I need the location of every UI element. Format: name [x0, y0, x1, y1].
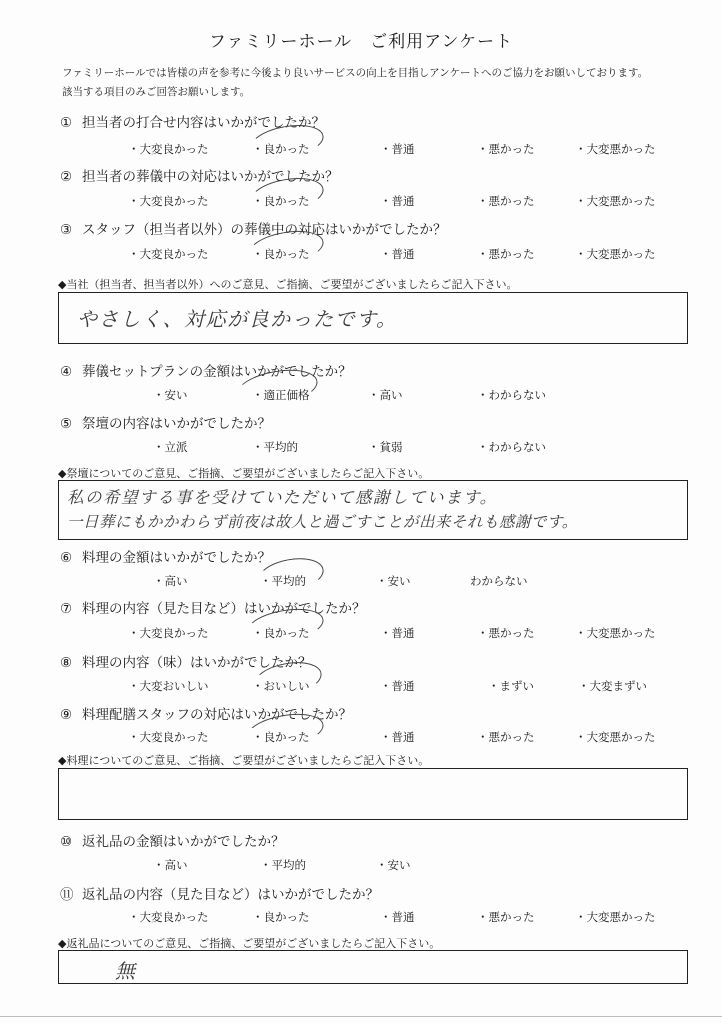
q4-option-unknown[interactable]: ・わからない	[477, 388, 546, 402]
q3-option-very-bad[interactable]: ・大変悪かった	[575, 247, 656, 261]
q6-option-cheap[interactable]: ・安い	[376, 574, 411, 588]
question-5: ⑤ 祭壇の内容はいかがでしたか？	[60, 416, 271, 432]
intro-line-2: 該当する項目のみご回答お願いします。	[62, 86, 251, 98]
q8-option-tasty[interactable]: ・おいしい	[252, 679, 310, 693]
q6-option-expensive[interactable]: ・高い	[153, 574, 188, 588]
q10-option-average[interactable]: ・平均的	[260, 858, 306, 872]
q6-option-unknown[interactable]: わからない	[470, 574, 528, 588]
q7-option-bad[interactable]: ・悪かった	[477, 626, 535, 640]
q8-option-bad-taste[interactable]: ・まずい	[488, 679, 534, 693]
q2-option-good[interactable]: ・良かった	[252, 194, 310, 208]
q10-option-cheap[interactable]: ・安い	[376, 858, 411, 872]
comment-answer-altar-line-2: 一日葬にもかかわらず前夜は故人と過ごすことが出来それも感謝です。	[67, 513, 578, 531]
comment-answer-altar-line-1: 私の希望する事を受けていただいて感謝しています。	[67, 488, 498, 507]
q7-option-very-good[interactable]: ・大変良かった	[128, 626, 209, 640]
question-7: ⑦ 料理の内容（見た目など）はいかがでしたか？	[60, 601, 366, 617]
q7-option-very-bad[interactable]: ・大変悪かった	[575, 626, 656, 640]
question-4: ④ 葬儀セットプランの金額はいかがでしたか？	[60, 364, 352, 380]
q9-option-bad[interactable]: ・悪かった	[477, 730, 535, 744]
q3-option-very-good[interactable]: ・大変良かった	[128, 247, 209, 261]
q11-option-very-bad[interactable]: ・大変悪かった	[575, 910, 656, 924]
intro-line-1: ファミリーホールでは皆様の声を参考に今後より良いサービスの向上を目指しアンケートへのご協力をお願いしております。	[62, 67, 649, 79]
survey-title: ファミリーホール ご利用アンケート	[208, 32, 514, 52]
q1-option-normal[interactable]: ・普通	[380, 142, 415, 156]
comment-box-food[interactable]	[58, 768, 688, 820]
comment-label-staff: ◆当社（担当者、担当者以外）へのご意見、ご指摘、ご要望がございましたらご記入下さい。	[58, 278, 518, 291]
q11-option-bad[interactable]: ・悪かった	[477, 910, 535, 924]
comment-box-staff[interactable]	[58, 292, 688, 344]
q11-option-very-good[interactable]: ・大変良かった	[128, 910, 209, 924]
comment-box-gift[interactable]	[58, 950, 688, 984]
q9-option-normal[interactable]: ・普通	[380, 730, 415, 744]
q9-option-very-bad[interactable]: ・大変悪かった	[575, 730, 656, 744]
q1-option-very-bad[interactable]: ・大変悪かった	[575, 142, 656, 156]
question-10: ⑩ 返礼品の金額はいかがでしたか？	[60, 834, 285, 850]
question-2: ② 担当者の葬儀中の対応はいかがでしたか？	[60, 169, 339, 185]
q4-option-cheap[interactable]: ・安い	[153, 388, 188, 402]
question-9: ⑨ 料理配膳スタッフの対応はいかがでしたか？	[60, 707, 352, 723]
question-1: ① 担当者の打合せ内容はいかがでしたか？	[60, 115, 325, 131]
q4-option-expensive[interactable]: ・高い	[368, 388, 403, 402]
q3-option-bad[interactable]: ・悪かった	[477, 247, 535, 261]
q9-option-very-good[interactable]: ・大変良かった	[128, 730, 209, 744]
question-3: ③ スタッフ（担当者以外）の葬儀中の対応はいかがでしたか？	[60, 222, 447, 238]
q5-option-poor[interactable]: ・貧弱	[368, 440, 403, 454]
q10-option-expensive[interactable]: ・高い	[153, 858, 188, 872]
q2-option-very-bad[interactable]: ・大変悪かった	[575, 194, 656, 208]
q2-option-very-good[interactable]: ・大変良かった	[128, 194, 209, 208]
q1-option-good[interactable]: ・良かった	[252, 142, 310, 156]
q9-option-good[interactable]: ・良かった	[252, 730, 310, 744]
comment-label-altar: ◆祭壇についてのご意見、ご指摘、ご要望がございましたらご記入下さい。	[58, 467, 430, 480]
q8-option-very-bad-taste[interactable]: ・大変まずい	[578, 679, 647, 693]
page-bottom-edge	[0, 1016, 722, 1017]
q5-option-splendid[interactable]: ・立派	[153, 440, 188, 454]
comment-answer-staff: やさしく、対応が良かったです。	[77, 307, 398, 331]
q8-option-very-tasty[interactable]: ・大変おいしい	[128, 679, 209, 693]
q5-option-average[interactable]: ・平均的	[252, 440, 298, 454]
q3-option-good[interactable]: ・良かった	[252, 247, 310, 261]
q3-option-normal[interactable]: ・普通	[380, 247, 415, 261]
question-6: ⑥ 料理の金額はいかがでしたか？	[60, 550, 271, 566]
comment-answer-gift: 無	[115, 959, 137, 983]
q4-option-fair-price[interactable]: ・適正価格	[252, 388, 310, 402]
question-8: ⑧ 料理の内容（味）はいかがでしたか？	[60, 655, 312, 671]
q11-option-good[interactable]: ・良かった	[252, 910, 310, 924]
comment-label-food: ◆料理についてのご意見、ご指摘、ご要望がございましたらご記入下さい。	[58, 754, 430, 767]
q6-option-average[interactable]: ・平均的	[260, 574, 306, 588]
q2-option-bad[interactable]: ・悪かった	[477, 194, 535, 208]
q5-option-unknown[interactable]: ・わからない	[477, 440, 546, 454]
q11-option-normal[interactable]: ・普通	[380, 910, 415, 924]
q1-option-bad[interactable]: ・悪かった	[477, 142, 535, 156]
q7-option-good[interactable]: ・良かった	[252, 626, 310, 640]
q2-option-normal[interactable]: ・普通	[380, 194, 415, 208]
q8-option-normal[interactable]: ・普通	[380, 679, 415, 693]
q1-option-very-good[interactable]: ・大変良かった	[128, 142, 209, 156]
question-11: ⑪ 返礼品の内容（見た目など）はいかがでしたか？	[60, 887, 379, 903]
comment-box-altar[interactable]	[58, 480, 688, 540]
q7-option-normal[interactable]: ・普通	[380, 626, 415, 640]
comment-label-gift: ◆返礼品についてのご意見、ご指摘、ご要望がございましたらご記入下さい。	[58, 937, 441, 950]
